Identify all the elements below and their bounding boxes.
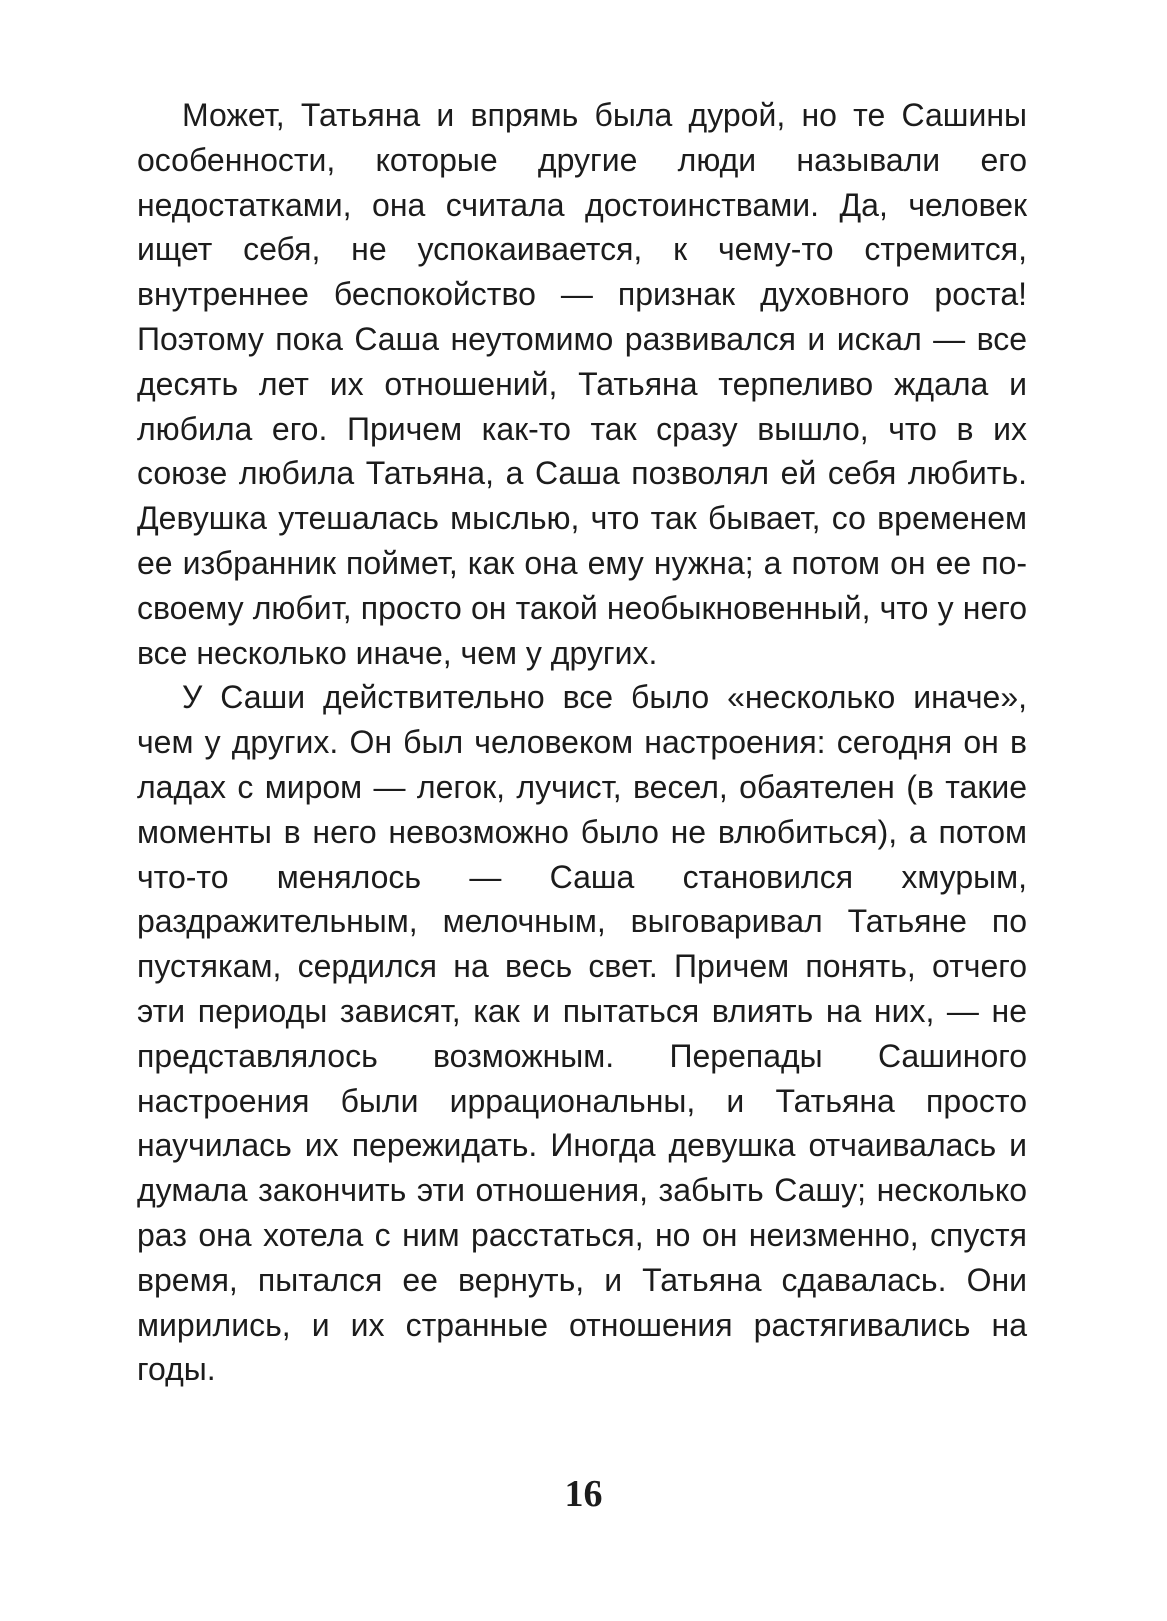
paragraph-2: У Саши действительно все было «несколько иначе», чем у других. Он был человеком настроения: сегодня он в ладах с миром — легок, лучист, весел, обаятелен (в такие моменты в него невозможно было не влюбиться), а потом что-то менялось — Саша становился хмурым, раздражительным, мелочным, выговаривал Татьяне по пустякам, сердился на весь свет. Причем понять, отчего эти периоды зависят, как и пытаться влиять на них, — не представлялось возможным. Перепады Сашиного настроения были иррациональны, и Татьяна просто научилась их пережидать. Иногда девушка отчаивалась и думала закончить эти отношения, забыть Сашу; несколько раз она хотела с ним расстаться, но он неизменно, спустя время, пытался ее вернуть, и Татьяна сдавалась. Они мирились, и их странные отношения растягивались на годы. xyxy=(137,679,1027,1388)
page-number: 16 xyxy=(564,1473,603,1515)
body-text xyxy=(137,93,1027,1392)
paragraph-1: Может, Татьяна и впрямь была дурой, но те Сашины особенности, которые другие люди называли его недостатками, она считала достоинствами. Да, человек ищет себя, не успокаивается, к чему-то стремится, внутреннее беспокойство — признак духовного роста! Поэтому пока Саша неутомимо развивался и искал — все десять лет их отношений, Татьяна терпеливо ждала и любила его. Причем как-то так сразу вышло, что в их союзе любила Татьяна, а Саша позволял ей себя любить. Девушка утешалась мыслью, что так бывает, со временем ее избранник поймет, как она ему нужна; а потом он ее по-своему любит, просто он такой необыкновенный, что у него все несколько иначе, чем у других. xyxy=(137,97,1027,671)
